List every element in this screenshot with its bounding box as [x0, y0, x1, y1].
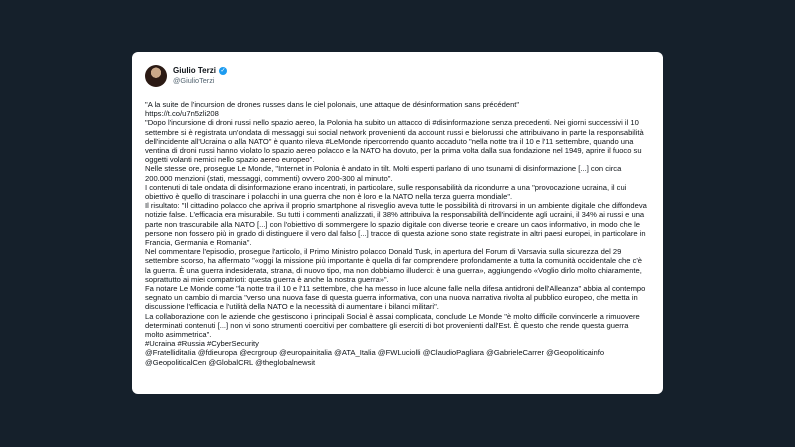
- author-handle[interactable]: @GiulioTerzi: [173, 76, 215, 85]
- author-display-name[interactable]: Giulio Terzi: [173, 66, 216, 75]
- author-names: [173, 66, 227, 86]
- avatar[interactable]: [145, 65, 167, 87]
- display-name-row: [173, 66, 227, 76]
- tweet-card: [132, 52, 663, 394]
- verified-badge-icon: ✓: [220, 68, 226, 74]
- tweet-header: [145, 64, 651, 88]
- tweet-text: "A la suite de l'incursion de drones russes dans le ciel polonais, une attaque de désinformation sans précédent" https://t.co/u7n5zli208 "Dopo l'incursione di droni russi nello spazio aereo, la Polonia ha subito un attacco di #disinformazione senza precedenti. Nei giorni successivi il 10 settembre si è registrata un'ondata di messaggi sui social network provenienti da account russi e bielorussi che attribuivano in parte la responsabilità dell'incidente all'Ucraina o alla NATO" è quanto rileva #LeMonde ripercorrendo quanto accaduto "nella notte tra il 10 e l'11 settembre, quando una ventina di droni russi hanno violato lo spazio aereo polacco e la NATO ha dovuto, per la prima volta dalla sua fondazione nel 1949, aprire il fuoco su oggetti volanti nemici nello spazio aereo europeo". Nelle stesse ore, prosegue Le Monde, "Internet in Polonia è andato in tilt. Molti esperti parlano di uno tsunami di disinformazione [...] con circa 200.000 menzioni (stati, messaggi, commenti) ovvero 200-300 al minuto". I contenuti di tale ondata di disinformazione erano incentrati, in particolare, sulle responsabilità da ricondurre a una "provocazione ucraina, il cui obiettivo è quello di trascinare i polacchi in una guerra che non è loro e la NATO nella terza guerra mondiale". Il risultato: "Il cittadino polacco che apriva il proprio smartphone al risveglio aveva tutte le possibilità di ritrovarsi in un ambiente digitale che diffondeva notizie false. L'efficacia era misurabile. Su tutti i commenti analizzati, il 38% attribuiva la responsabilità dell'incidente agli ucraini, il 34% ai russi e una parte non trascurabile alla NATO [...] con l'obiettivo di sommergere lo spazio digitale con diverse teorie e creare un caos informativo, in modo che le persone non fossero più in grado di distinguere il vero dal falso [...] tracce di questa azione sono state registrate in altri paesi europei, in particolare in Francia, Germania e Romania". Nel commentare l'episodio, prosegue l'articolo, il Primo Ministro polacco Donald Tusk, in apertura del Forum di Varsavia sulla sicurezza del 29 settembre scorso, ha affermato "«oggi la missione più importante è quella di far comprendere profondamente a tutta la comunità occidentale che c'è la guerra. È una guerra indesiderata, strana, di nuovo tipo, ma non dobbiamo illuderci: è una guerra», aggiungendo «Voglio dirlo molto chiaramente, soprattutto ai miei compatrioti: questa guerra è anche la nostra guerra»". Fa notare Le Monde come "la notte tra il 10 e l'11 settembre, che ha messo in luce alcune falle nella difesa antidroni dell'Alleanza" abbia al contempo segnato un cambio di marcia "verso una nuova fase di questa guerra informativa, con una nuova narrativa rivolta al pubblico europeo, che metta in discussione l'efficacia e l'utilità della NATO e la necessità di aumentare i bilanci militari". La collaborazione con le aziende che gestiscono i principali Social è assai complicata, conclude Le Monde "è molto difficile convincerle a rimuovere determinati contenuti [...] non vi sono strumenti coercitivi per combattere gli eserciti di bot provenienti dall'Est. È questo che rende questa guerra molto asimmetrica". #Ucraina #Russia #CyberSecurity @FratelliditaIia @fdieuropa @ecrgroup @europainitalia @ATA_Italia @FWLuciolli @ClaudioPagliara @GabrieleCarrer @Geopoliticainfo @GeopoliticalCen @GlobalCRL @theglobalnewsit: [145, 100, 647, 367]
